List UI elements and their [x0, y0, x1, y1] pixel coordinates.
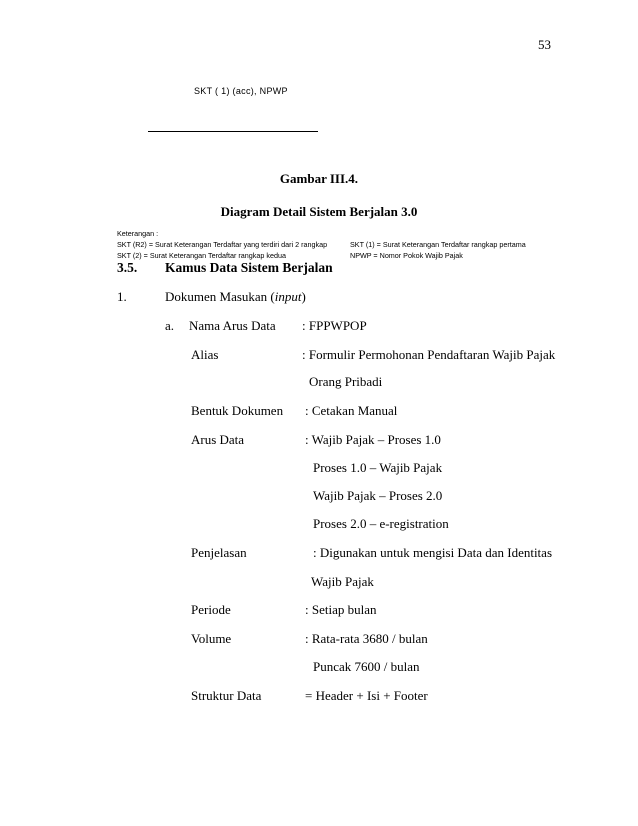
- arus-data-value-continued: Proses 2.0 – e-registration: [313, 516, 449, 531]
- figure-number: Gambar III.4.: [279, 171, 359, 186]
- penjelasan-value: : Digunakan untuk mengisi Data dan Identitas: [313, 545, 553, 560]
- arus-data-value: : Wajib Pajak – Proses 1.0: [305, 432, 441, 447]
- penjelasan-label: Penjelasan: [191, 545, 247, 560]
- volume-value: : Rata-rata 3680 / bulan: [305, 631, 428, 646]
- item-value: : FPPWPOP: [302, 318, 367, 333]
- item-letter: a.: [165, 318, 175, 333]
- struktur-data-value: = Header + Isi + Footer: [305, 688, 428, 703]
- alias-label: Alias: [191, 347, 219, 362]
- subsection-number: 1.: [117, 289, 127, 304]
- item-label: Nama Arus Data: [189, 318, 276, 333]
- legend-heading: Keterangan :: [117, 229, 159, 238]
- diagram-fragment-label: SKT ( 1) (acc), NPWP: [194, 86, 288, 96]
- legend-right-item: NPWP = Nomor Pokok Wajib Pajak: [350, 251, 463, 260]
- periode-label: Periode: [191, 602, 231, 617]
- arus-data-value-continued: Wajib Pajak – Proses 2.0: [313, 488, 443, 503]
- periode-value: : Setiap bulan: [305, 602, 377, 617]
- page-number: 53: [538, 37, 551, 52]
- bentuk-dokumen-label: Bentuk Dokumen: [191, 403, 284, 418]
- arus-data-label: Arus Data: [191, 432, 245, 447]
- figure-title: Diagram Detail Sistem Berjalan 3.0: [220, 204, 418, 219]
- alias-value-continued: Orang Pribadi: [309, 374, 383, 389]
- subsection-title-italic: input: [274, 289, 302, 304]
- section-number: 3.5.: [117, 260, 138, 275]
- legend-left-item: SKT (2) = Surat Keterangan Terdaftar rangkap kedua: [117, 251, 286, 260]
- diagram-line: [148, 131, 318, 132]
- volume-value-continued: Puncak 7600 / bulan: [313, 659, 420, 674]
- subsection-title-suffix: ): [301, 289, 306, 304]
- struktur-data-label: Struktur Data: [191, 688, 262, 703]
- penjelasan-value-continued: Wajib Pajak: [311, 574, 374, 589]
- legend-left-item: SKT (R2) = Surat Keterangan Terdaftar yang terdiri dari 2 rangkap: [117, 240, 328, 249]
- volume-label: Volume: [191, 631, 232, 646]
- legend-right-item: SKT (1) = Surat Keterangan Terdaftar rangkap pertama: [350, 240, 526, 249]
- arus-data-value-continued: Proses 1.0 – Wajib Pajak: [313, 460, 443, 475]
- alias-value: : Formulir Permohonan Pendaftaran Wajib Pajak: [302, 347, 556, 362]
- subsection-title: [165, 289, 306, 305]
- bentuk-dokumen-value: : Cetakan Manual: [305, 403, 398, 418]
- section-title: Kamus Data Sistem Berjalan: [165, 260, 333, 275]
- subsection-title-prefix: Dokumen Masukan (: [165, 289, 275, 304]
